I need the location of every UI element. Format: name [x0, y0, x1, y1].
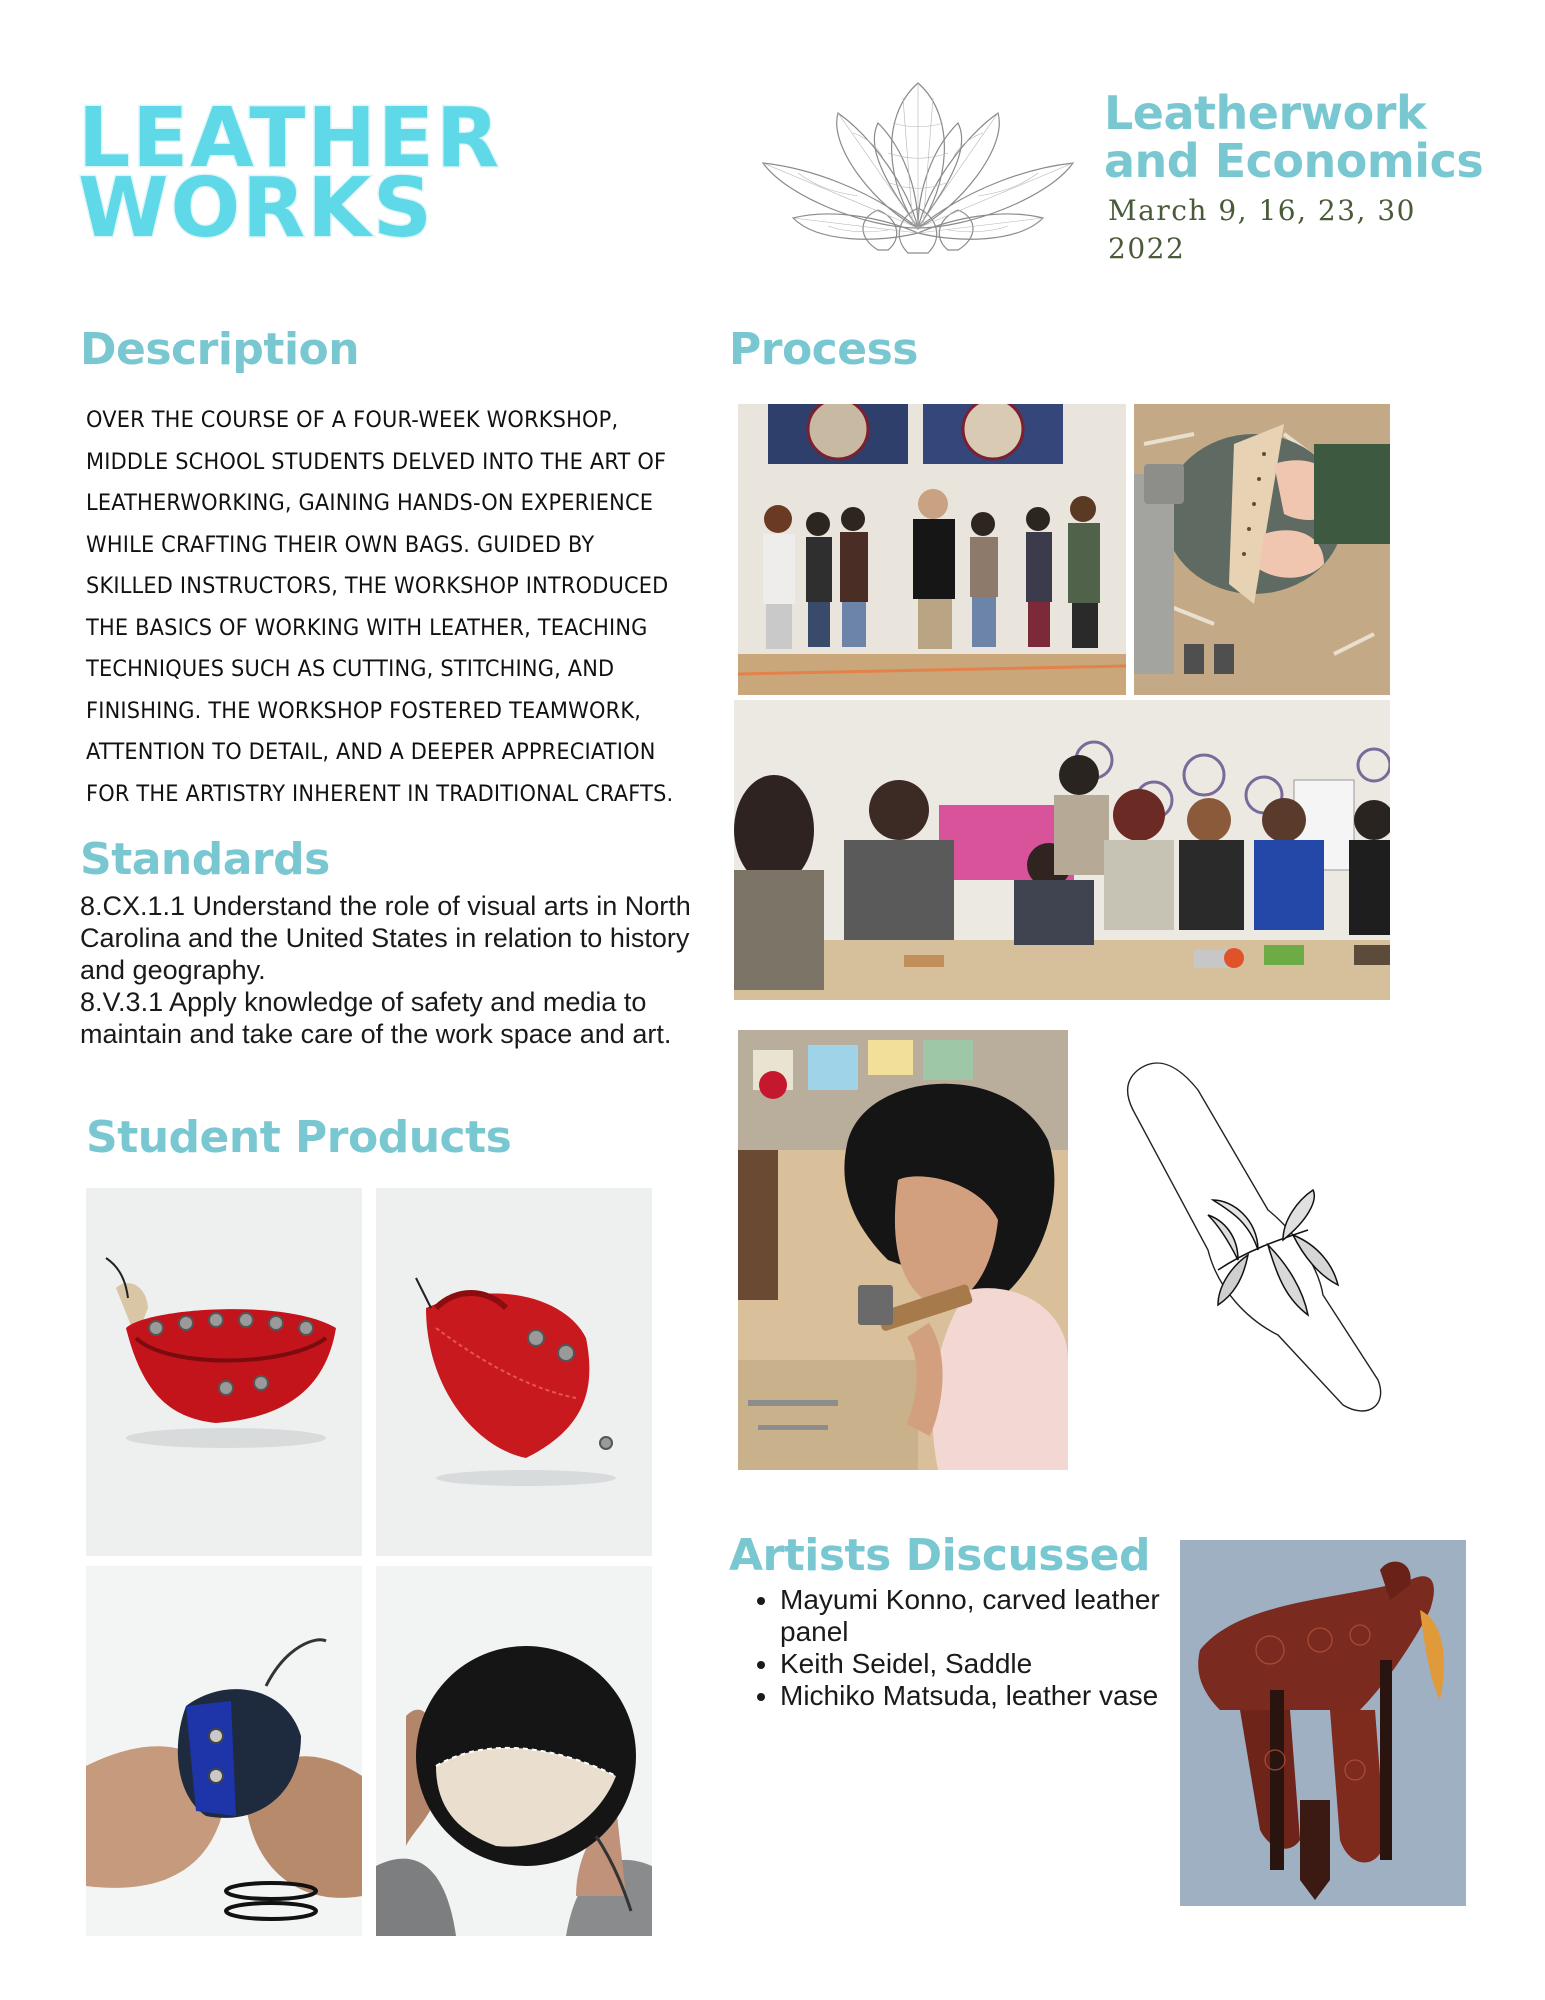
- workshop-dates-line-2: 2022: [1108, 232, 1186, 265]
- artist-item: • Michiko Matsuda, leather vase: [780, 1680, 1160, 1712]
- artists-list: [750, 1584, 1160, 1712]
- standard-item-2: 8.V.3.1 Apply knowledge of safety and media to maintain and take care of the work space and art.: [80, 987, 672, 1049]
- process-sketch-leaf-strap: [1118, 1050, 1398, 1420]
- workshop-dates-line-1: March 9, 16, 23, 30: [1108, 194, 1416, 227]
- process-photo-classroom-table: [734, 700, 1390, 1000]
- logo-line-2: WORKS: [78, 161, 434, 256]
- product-photo-red-bag-side: [376, 1188, 652, 1556]
- product-photo-black-pouch-open: [376, 1566, 652, 1936]
- lotus-wireframe-icon: [758, 78, 1078, 263]
- process-photo-group: [738, 404, 1126, 695]
- artist-item: • Mayumi Konno, carved leather panel: [780, 1584, 1160, 1648]
- artist-item: • Keith Seidel, Saddle: [780, 1648, 1160, 1680]
- process-photo-stitching-closeup: [1134, 404, 1390, 695]
- standard-item-1: 8.CX.1.1 Understand the role of visual arts in North Carolina and the United States in relation to history and geography.: [80, 891, 691, 985]
- standards-heading: Standards: [80, 834, 330, 885]
- product-photo-red-bag-front: [86, 1188, 362, 1556]
- process-photo-student-hammering: [738, 1030, 1068, 1470]
- logo-line-1: LEATHER: [78, 91, 502, 186]
- artist-photo-saddle: [1180, 1540, 1466, 1906]
- workshop-title-line-1: Leatherwork: [1104, 86, 1427, 140]
- student-products-heading: Student Products: [86, 1112, 512, 1163]
- product-photo-blue-pouch-hands: [86, 1566, 362, 1936]
- workshop-title-line-2: and Economics: [1104, 134, 1484, 188]
- description-heading: Description: [80, 324, 360, 375]
- artists-heading: Artists Discussed: [729, 1530, 1151, 1581]
- description-text: OVER THE COURSE OF A FOUR-WEEK WORKSHOP, MIDDLE SCHOOL STUDENTS DELVED INTO THE ART OF LEATHERWORKING, GAINING HANDS-ON EXPERIENCE WHILE CRAFTING THEIR OWN BAGS. GUIDED BY SKILLED INSTRUCTORS, THE WORKSHOP INTRODUCED THE BASICS OF WORKING WITH LEATHER, TEACHING TECHNIQUES SUCH AS CUTTING, STITCHING, AND FINISHING. THE WORKSHOP FOSTERED TEAMWORK, ATTENTION TO DETAIL, AND A DEEPER APPRECIATION FOR THE ARTISTRY INHERENT IN TRADITIONAL CRAFTS.: [86, 408, 674, 807]
- process-heading: Process: [729, 324, 918, 375]
